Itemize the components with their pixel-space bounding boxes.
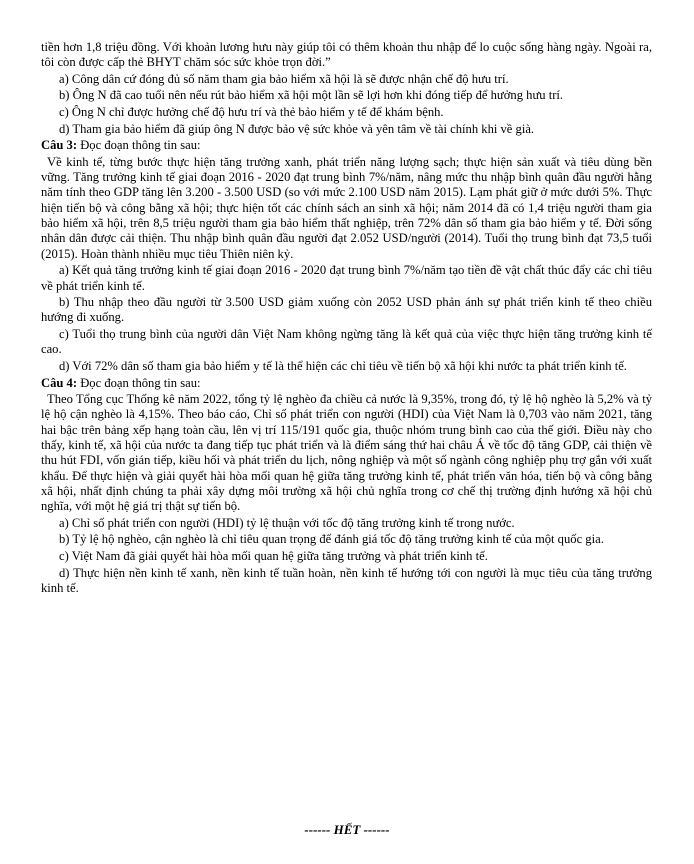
q4-option-c: c) Việt Nam đã giải quyết hài hòa mối quan hệ giữa tăng trưởng và phát triển kinh tế. (59, 548, 488, 563)
end-marker: ------ HẾT ------ (304, 822, 390, 837)
q2-option-d: d) Tham gia bảo hiểm đã giúp ông N được bảo vệ sức khỏe và yên tâm về tài chính khi về già. (59, 121, 535, 136)
q3-option-d: d) Với 72% dân số tham gia bảo hiểm y tế là thể hiện các chỉ tiêu về tiến bộ xã hội khi nước ta phát triển kinh tế. (59, 358, 627, 373)
q3-option-a: a) Kết quả tăng trưởng kinh tế giai đoạn 2016 - 2020 đạt trung bình 7%/năm tạo tiền đề vật chất thúc đẩy các chỉ tiêu về phát triển kinh tế. (41, 263, 652, 293)
q4-option-b: b) Tỷ lệ hộ nghèo, cận nghèo là chỉ tiêu quan trọng để đánh giá tốc độ tăng trưởng kinh tế của một quốc gia. (59, 532, 604, 547)
q2-option-b: b) Ông N đã cao tuổi nên nếu rút bảo hiểm xã hội một lần sẽ lợi hơn khi đóng tiếp để hưởng hưu trí. (59, 88, 564, 103)
q4-option-d: d) Thực hiện nền kinh tế xanh, nền kinh tế tuần hoàn, nền kinh tế hướng tới con người là mục tiêu của tăng trưởng kinh tế. (41, 565, 652, 595)
question-4-prompt: Đọc đoạn thông tin sau: (80, 375, 201, 390)
question-3-prompt: Đọc đoạn thông tin sau: (80, 138, 201, 153)
q4-option-a: a) Chỉ số phát triển con người (HDI) tỷ lệ thuận với tốc độ tăng trưởng kinh tế trong nước. (59, 515, 515, 530)
q2-option-a: a) Công dân cứ đóng đủ số năm tham gia bảo hiểm xã hội là sẽ được nhận chế độ hưu trí. (59, 71, 509, 86)
q2-option-c: c) Ông N chỉ được hưởng chế độ hưu trí và thẻ bảo hiểm y tế để khám bệnh. (59, 105, 444, 120)
q3-option-c: c) Tuổi thọ trung bình của người dân Việt Nam không ngừng tăng là kết quả của việc thực hiện tăng trưởng kinh tế cao. (41, 327, 652, 357)
question-4-passage: Theo Tổng cục Thống kê năm 2022, tổng tỷ lệ nghèo đa chiều cả nước là 9,35%, trong đó, tỷ lệ hộ nghèo là 5,2% và tỷ lệ hộ cận nghèo là 4,15%. Theo báo cáo, Chỉ số phát triển con người (HDI) của Việt Nam là 0,703 vào năm 2021, tăng hai bậc trên bảng xếp hạng toàn cầu, lên vị trí 115/191 quốc gia, thuộc nhóm trung bình cao của thế giới. Điều này cho thấy, kinh tế, xã hội của nước ta đang tiếp tục phát triển và là điểm sáng thứ hai châu Á về tốc độ tăng GDP, cải thiện về thu hút FDI, vốn gián tiếp, kiều hối và phát triển du lịch, nông nghiệp và một số ngành công nghiệp phụ trợ gắn với xuất khẩu. Để thực hiện và giải quyết hài hòa mối quan hệ giữa tăng trưởng kinh tế, phát triển văn hóa, tiến bộ và công bằng xã hội, nhất định chúng ta phải xây dựng môi trường xã hội chủ nghĩa trong cơ chế thị trường định hướng xã hội chủ nghĩa, với một hệ giá trị thật sự tiến bộ. (41, 392, 652, 514)
question-4-title (41, 376, 652, 391)
q3-option-b: b) Thu nhập theo đầu người từ 3.500 USD giảm xuống còn 2052 USD phản ánh sự phát triển kinh tế theo chiều hướng đi xuống. (41, 295, 652, 325)
question-3-title (41, 138, 652, 153)
question-4-label: Câu 4: (41, 375, 78, 390)
question-3-label: Câu 3: (41, 138, 78, 153)
intro-paragraph: tiền hơn 1,8 triệu đồng. Với khoản lương hưu này giúp tôi có thêm khoản thu nhập để lo cuộc sống hàng ngày. Ngoài ra, tôi còn được cấp thẻ BHYT chăm sóc sức khỏe trọn đời.” (41, 40, 652, 70)
question-3-passage: Về kinh tế, từng bước thực hiện tăng trưởng xanh, phát triển năng lượng sạch; thực hiện sản xuất và tiêu dùng bền vững. Tăng trưởng kinh tế giai đoạn 2016 - 2020 đạt trung bình 7%/năm, nâng mức thu nhập bình quân đầu người hằng năm tính theo GDP tăng lên 3.200 - 3.500 USD (so với mức 2.100 USD năm 2015). Lạm phát giữ ở mức dưới 5%. Thực hiện tiến bộ và công bằng xã hội; thực hiện tốt các chính sách an sinh xã hội; năm 2014 đã có 1,4 triệu người tham gia bảo hiểm xã hội, trên 8,5 triệu người tham gia bảo hiểm thất nghiệp, trên 72% dân số tham gia bảo hiểm y tế. Đời sống nhân dân được cải thiện. Thu nhập bình quân đầu người đạt 2.052 USD/người (2014). Tuổi thọ trung bình đạt 73,5 tuổi (2015). Hoàn thành nhiều mục tiêu Thiên niên kỷ. (41, 154, 652, 261)
document-page (41, 40, 652, 597)
